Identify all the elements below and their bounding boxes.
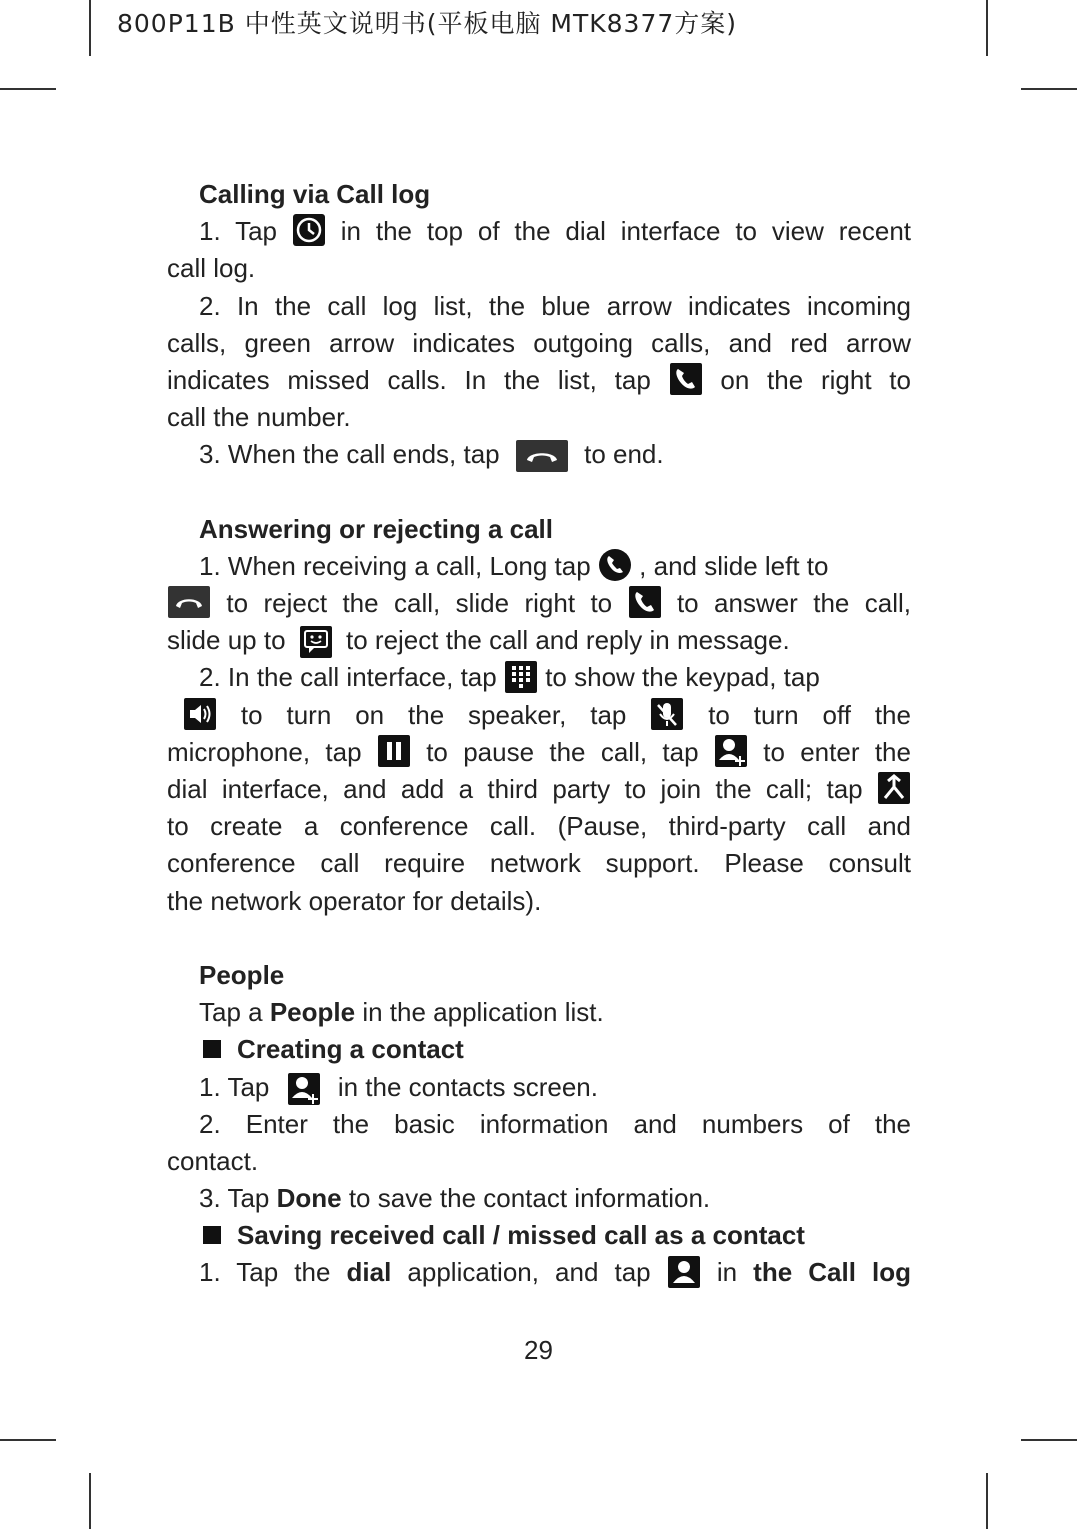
text-run: 3. Tap (199, 1183, 270, 1214)
manual-page-content (167, 176, 911, 1292)
crop-mark (986, 0, 988, 56)
call-log-label: the Call log (753, 1257, 912, 1288)
paragraph-line: calls, green arrow indicates outgoing calls, and red arrow (167, 327, 911, 358)
text-run: to pause the call, tap (426, 736, 699, 767)
section-heading-people: People (199, 959, 285, 990)
paragraph-line (167, 734, 911, 771)
text-run: Saving received call / missed call as a contact (237, 1220, 805, 1251)
text-run: to enter the (763, 736, 911, 767)
text-run: indicates missed calls. In the list, tap (167, 364, 651, 395)
message-reply-icon (299, 625, 333, 659)
done-label: Done (276, 1183, 342, 1214)
hang-up-icon (515, 439, 569, 473)
text-run: to reject the call, slide right to (226, 588, 613, 619)
subheading-saving-call (167, 1217, 911, 1254)
crop-mark (1021, 88, 1077, 90)
paragraph-line (167, 697, 911, 734)
text-run: to save the contact information. (348, 1183, 711, 1214)
text-run: in the contacts screen. (337, 1071, 598, 1102)
text-run: to end. (584, 439, 664, 470)
paragraph-line (167, 622, 911, 659)
pause-icon (377, 734, 411, 768)
text-run: 1. Tap (199, 1071, 270, 1102)
text-run: Creating a contact (237, 1034, 464, 1065)
paragraph-line: call the number. (167, 402, 351, 433)
clock-icon (292, 213, 326, 247)
text-run: 2. In the call interface, tap (199, 662, 497, 693)
crop-mark (1021, 1439, 1077, 1441)
app-name-people: People (269, 997, 356, 1028)
hang-up-icon (167, 585, 211, 619)
text-run: on the right to (720, 364, 911, 395)
text-run: in (716, 1257, 738, 1288)
phone-answer-icon (598, 548, 632, 582)
text-run: slide up to (167, 625, 286, 656)
paragraph-line (167, 436, 911, 473)
paragraph-line (167, 213, 911, 250)
speaker-icon (183, 697, 217, 731)
text-run: 1. Tap (199, 216, 277, 247)
spacer (167, 920, 911, 957)
crop-mark (0, 1439, 56, 1441)
paragraph-line (167, 362, 911, 399)
text-run: in the application list. (362, 997, 604, 1028)
bullet-square-icon (203, 1226, 221, 1244)
paragraph-line (167, 771, 911, 808)
crop-mark (0, 88, 56, 90)
paragraph-line (167, 994, 911, 1031)
text-run: to turn off the (708, 699, 911, 730)
text-run: in the top of the dial interface to view recent (340, 216, 912, 247)
contact-icon (667, 1255, 701, 1289)
paragraph-line: 2. In the call log list, the blue arrow indicates incoming (199, 290, 911, 321)
add-person-icon (714, 734, 748, 768)
text-run: to reject the call and reply in message. (346, 625, 790, 656)
paragraph-line: call log. (167, 253, 256, 284)
paragraph-line: to create a conference call. (Pause, third-party call and (167, 811, 911, 842)
text-run: , and slide left to (639, 550, 829, 581)
crop-mark (89, 0, 91, 56)
merge-call-icon (877, 771, 911, 805)
text-run: 1. When receiving a call, Long tap (199, 550, 591, 581)
text-run: microphone, tap (167, 736, 362, 767)
paragraph-line (167, 659, 911, 696)
page-number: 29 (524, 1335, 553, 1365)
paragraph-line: the network operator for details). (167, 885, 542, 916)
section-heading-call-log: Calling via Call log (199, 179, 431, 209)
text-run: Tap a (199, 997, 263, 1028)
subheading-creating-contact (167, 1031, 911, 1068)
spacer (167, 474, 911, 511)
text-run: to show the keypad, tap (545, 662, 820, 693)
section-heading-answering: Answering or rejecting a call (199, 513, 553, 544)
text-run: to turn on the speaker, tap (240, 699, 627, 730)
mute-mic-icon (650, 697, 684, 731)
paragraph-line (167, 548, 911, 585)
paragraph-line (167, 1180, 911, 1217)
text-run: 3. When the call ends, tap (199, 439, 500, 470)
text-run: dial interface, and add a third party to join the call; tap (167, 774, 863, 804)
keypad-icon (504, 660, 538, 694)
text-run: application, and tap (407, 1257, 651, 1288)
paragraph-line: conference call require network support. Please consult (167, 848, 911, 879)
paragraph-line (167, 1069, 911, 1106)
paragraph-line: contact. (167, 1145, 259, 1176)
crop-mark (986, 1473, 988, 1529)
paragraph-line (167, 585, 911, 622)
bullet-square-icon (203, 1040, 221, 1058)
text-run: to answer the call, (676, 588, 912, 619)
phone-call-icon (669, 362, 703, 396)
phone-answer-icon (628, 585, 662, 619)
document-header-title: 800P11B 中性英文说明书(平板电脑 MTK8377方案) (117, 9, 738, 38)
app-name-dial: dial (346, 1257, 392, 1288)
add-person-icon (287, 1072, 321, 1106)
text-run: 1. Tap the (199, 1257, 331, 1288)
crop-mark (89, 1473, 91, 1529)
paragraph-line: 2. Enter the basic information and numbers of the (199, 1108, 911, 1139)
paragraph-line (167, 1254, 911, 1291)
